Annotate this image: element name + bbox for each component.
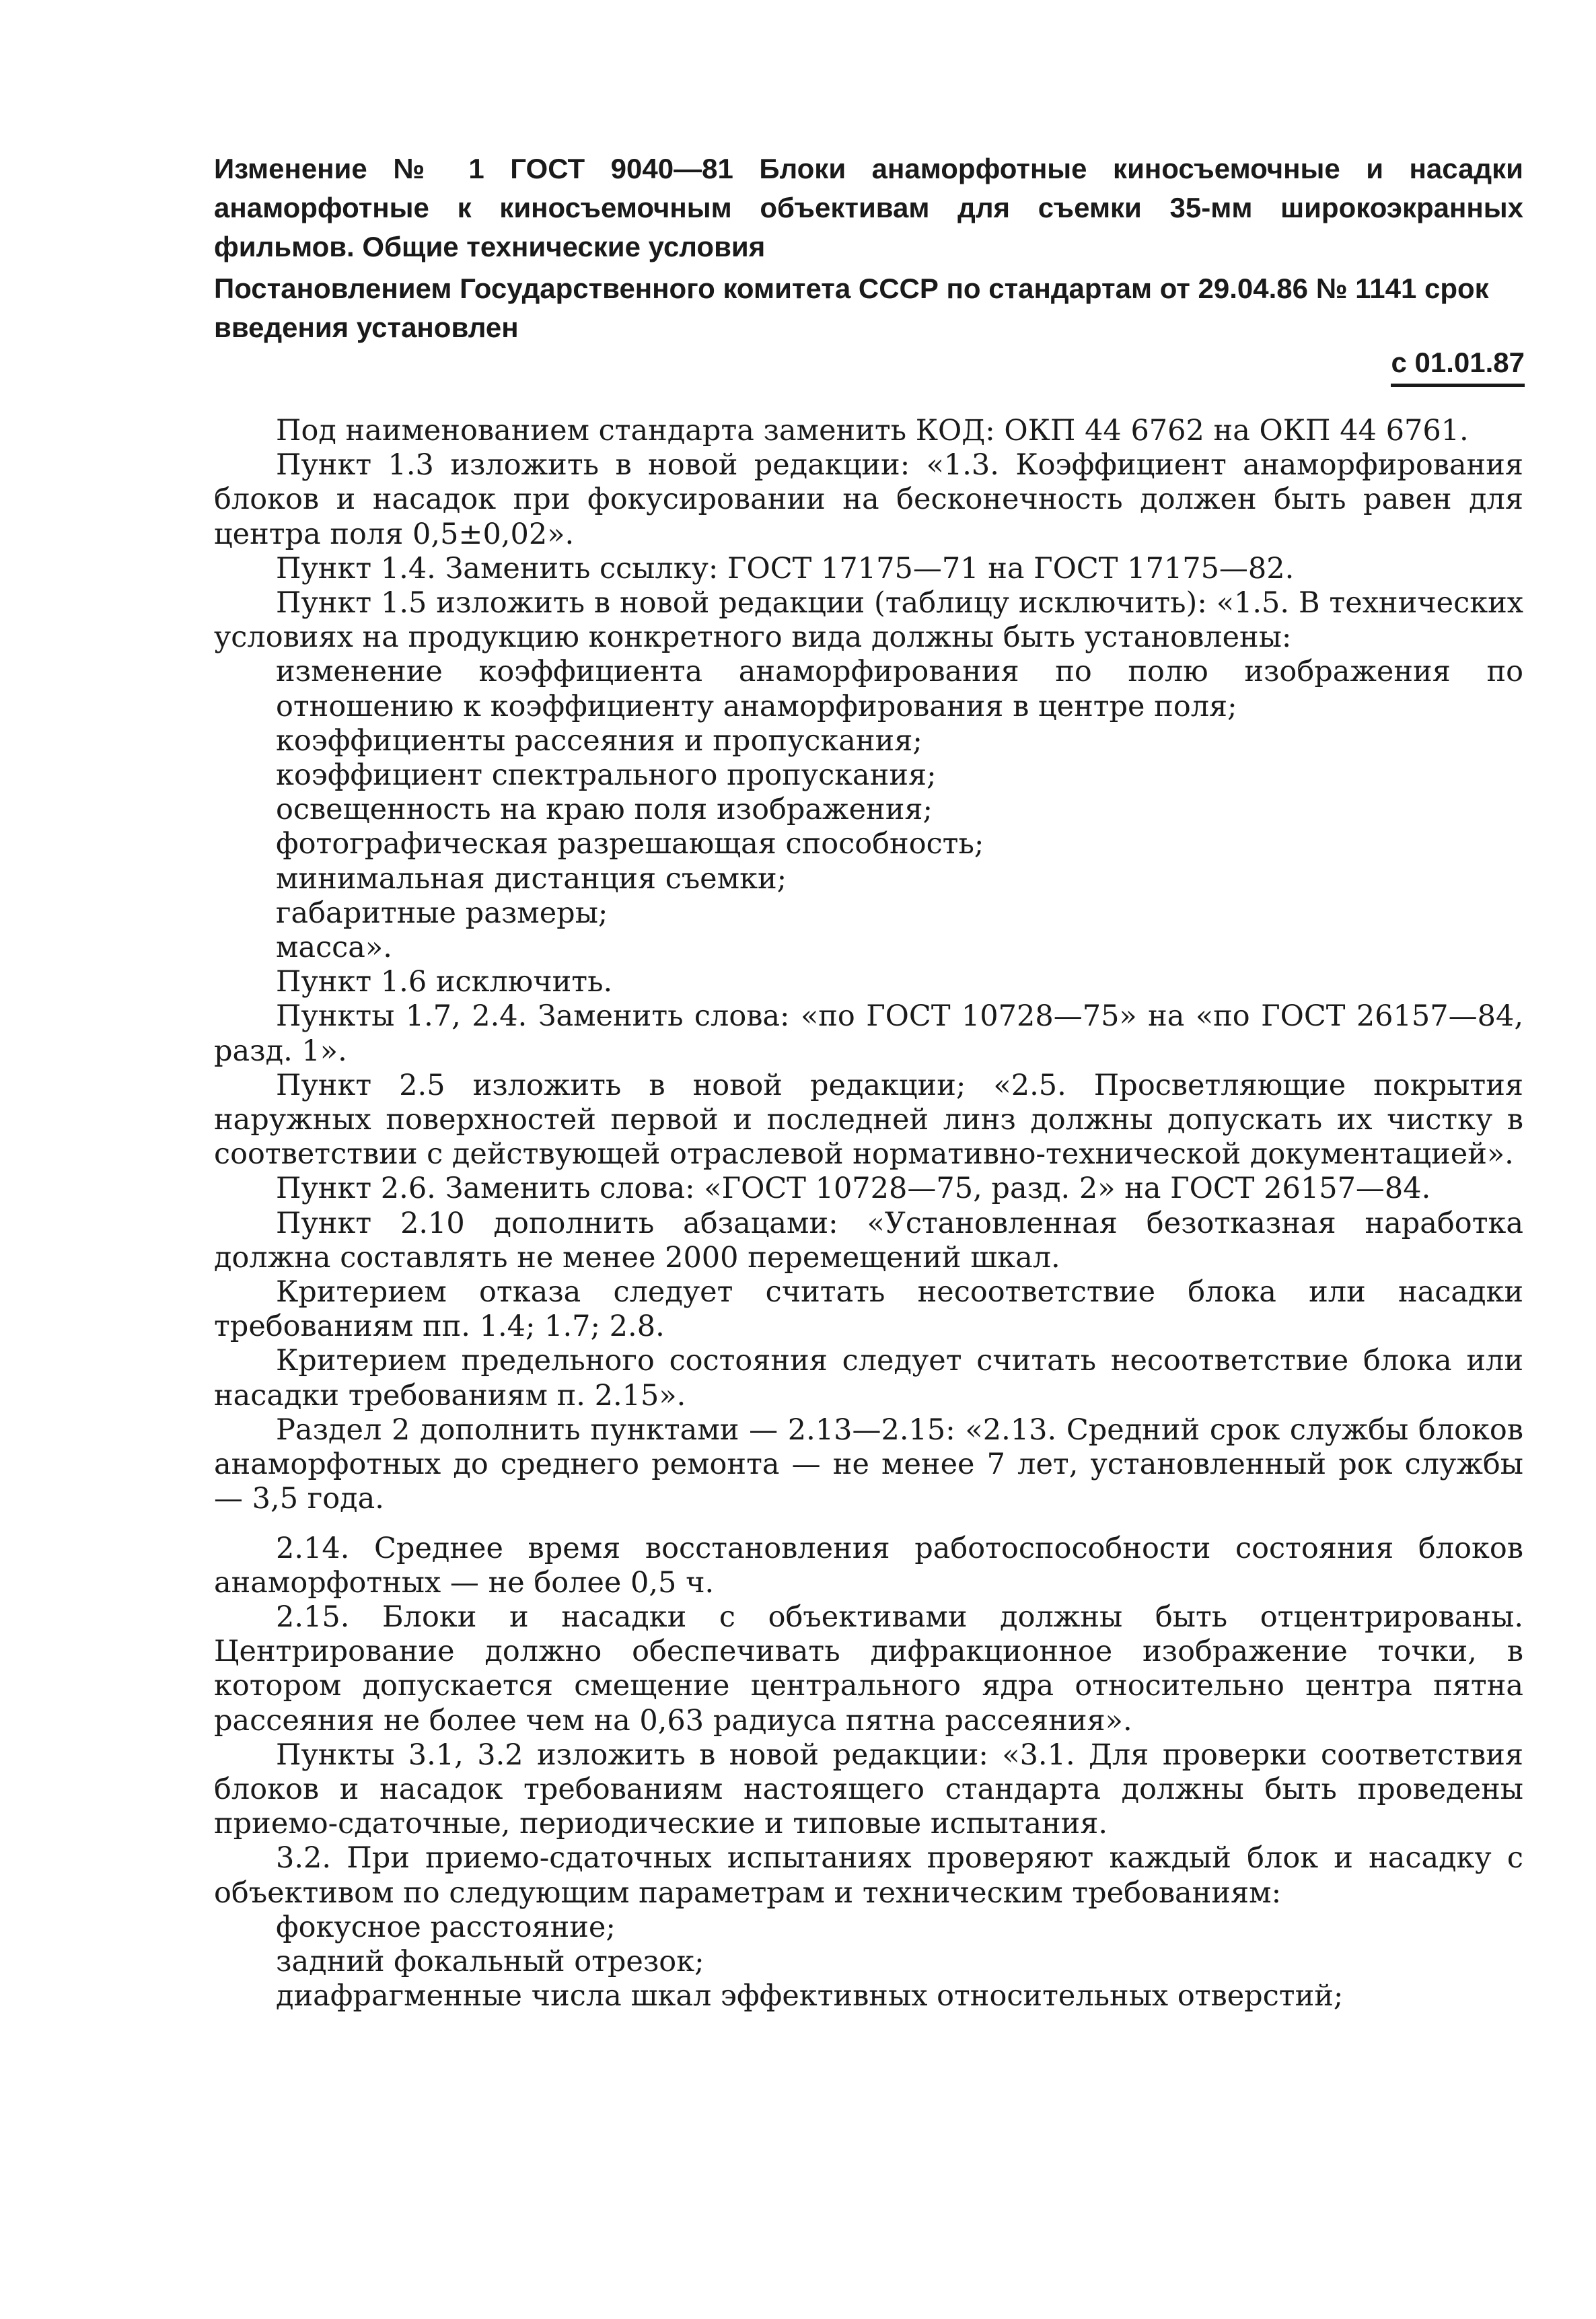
list-item: минимальная дистанция съемки; [276,861,787,896]
list-item: фокусное расстояние; [276,1910,616,1944]
list-item: коэффициент спектрального пропускания; [276,758,937,793]
list-item: коэффициенты рассеяния и пропускания; [276,723,922,758]
paragraph-clause-2-14: 2.14. Среднее время восстановления работоспособности состояния блоков анаморфотных — не более 0,5 ч. [214,1531,1523,1600]
paragraph-section-2-additions: Раздел 2 дополнить пунктами — 2.13—2.15: «2.13. Средний срок службы блоков анаморфотных до среднего ремонта — не менее 7 лет, установленный рок службы — 3,5 года. [214,1413,1523,1516]
paragraph-okp-code: Под наименованием стандарта заменить КОД: ОКП 44 6762 на ОКП 44 6761. [276,414,1469,448]
decree-text: Постановлением Государственного комитета СССР по стандартам от 29.04.86 № 1141 срок введения установлен [214,273,1489,343]
paragraph-limit-state-criterion: Критерием предельного состояния следует считать несоответствие блока или насадки требованиям п. 2.15». [214,1344,1523,1413]
paragraph-clause-3-2: 3.2. При приемо-сдаточных испытаниях проверяют каждый блок и насадку с объективом по следующим параметрам и техническим требованиям: [214,1841,1523,1910]
change-title: Изменение № 1 ГОСТ 9040—81 Блоки анаморфотные киносъемочные и насадки анаморфотные к киносъемочным объективам для съемки 35-мм широкоэкранных фильмов. Общие технические условия [214,153,1523,262]
list-item: задний фокальный отрезок; [276,1944,704,1978]
paragraph-failure-criterion: Критерием отказа следует считать несоответствие блока или насадки требованиям пп. 1.4; 1.7; 2.8. [214,1275,1523,1344]
effective-date: с 01.01.87 [1391,343,1525,387]
paragraph-clause-1-3: Пункт 1.3 изложить в новой редакции: «1.3. Коэффициент анаморфирования блоков и насадок при фокусировании на бесконечность должен быть равен для центра поля 0,5±0,02». [214,448,1523,551]
paragraph-clauses-1-7-2-4: Пункты 1.7, 2.4. Заменить слова: «по ГОСТ 10728—75» на «по ГОСТ 26157—84, разд. 1». [214,999,1523,1068]
paragraph-clause-1-5: Пункт 1.5 изложить в новой редакции (таблицу исключить): «1.5. В технических условиях на продукцию конкретного вида должны быть установлены: [214,586,1523,655]
document-body [214,414,1523,2013]
list-item: изменение коэффициента анаморфирования по полю изображения по отношению к коэффициенту анаморфирования в центре поля; [276,655,1523,723]
paragraph-clause-2-10: Пункт 2.10 дополнить абзацами: «Установленная безотказная наработка должна составлять не менее 2000 перемещений шкал. [214,1206,1523,1275]
list-item: освещенность на краю поля изображения; [276,793,933,827]
list-item: масса». [276,931,392,965]
paragraph-clause-1-4: Пункт 1.4. Заменить ссылку: ГОСТ 17175—71 на ГОСТ 17175—82. [276,551,1295,585]
list-item: габаритные размеры; [276,896,608,930]
paragraph-clause-2-6: Пункт 2.6. Заменить слова: «ГОСТ 10728—75, разд. 2» на ГОСТ 26157—84. [276,1172,1431,1206]
paragraph-clauses-3-1-3-2: Пункты 3.1, 3.2 изложить в новой редакции: «3.1. Для проверки соответствия блоков и насадок требованиям настоящего стандарта должны быть проведены приемо-сдаточные, периодические и типовые испытания. [214,1738,1523,1841]
list-item: фотографическая разрешающая способность; [276,827,984,861]
paragraph-clause-2-15: 2.15. Блоки и насадки с объективами должны быть отцентрированы. Центрирование должно обеспечивать дифракционное изображение точки, в котором допускается смещение центрального ядра относительно центра пятна рассеяния не более чем на 0,63 радиуса пятна рассеяния». [214,1600,1523,1738]
list-item: диафрагменные числа шкал эффективных относительных отверстий; [276,1979,1344,2013]
paragraph-clause-2-5: Пункт 2.5 изложить в новой редакции; «2.5. Просветляющие покрытия наружных поверхностей первой и последней линз должны допускать их чистку в соответствии с действующей отраслевой нормативно-технической документацией». [214,1068,1523,1172]
paragraph-clause-1-6: Пункт 1.6 исключить. [276,965,613,999]
